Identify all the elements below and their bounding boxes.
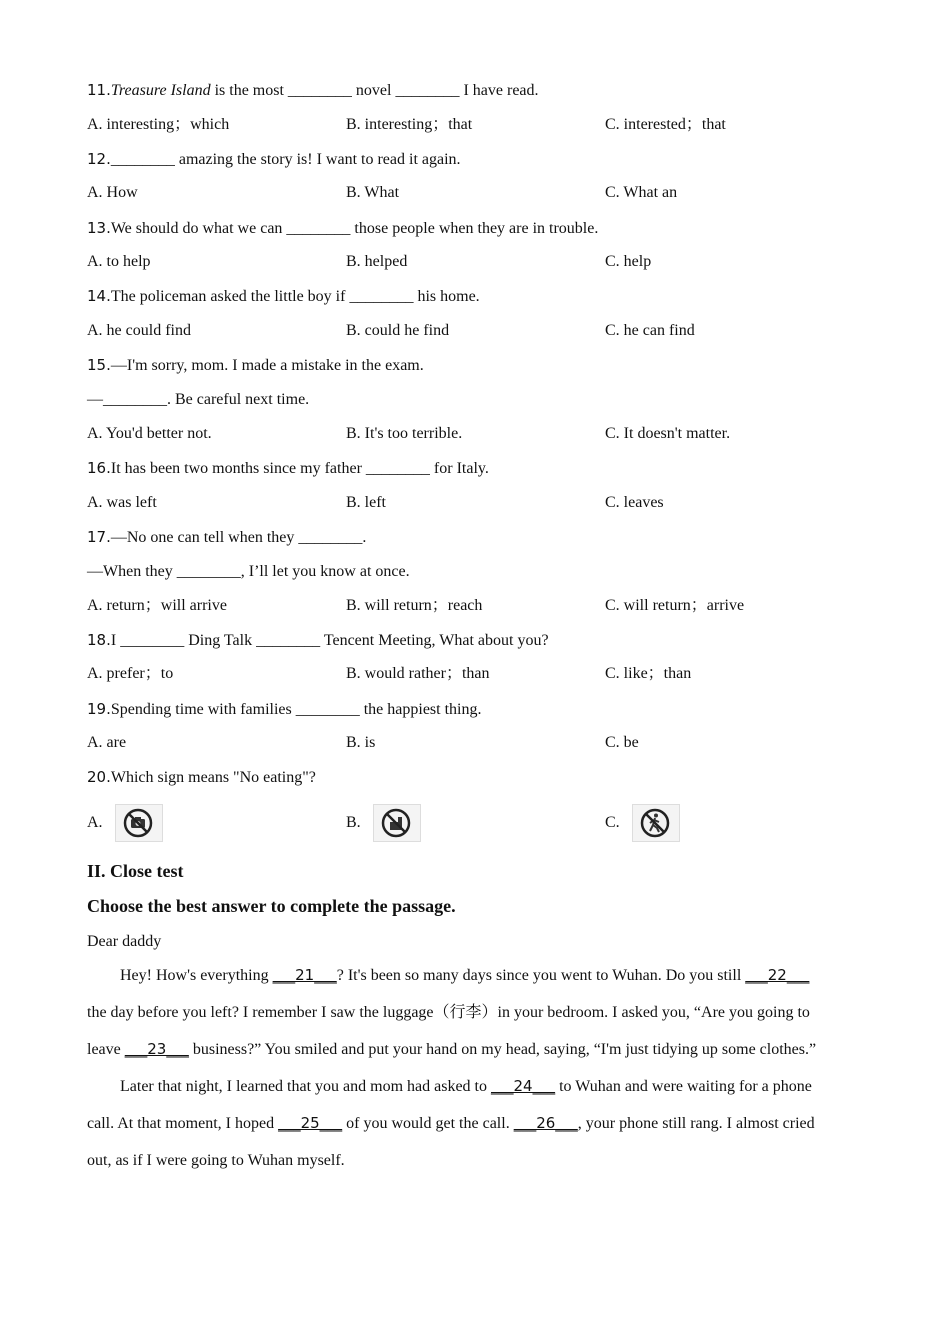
question-number: 16. [87,459,111,477]
option-c[interactable]: C. It doesn't matter. [605,425,731,442]
option-a-label: A. [87,814,103,831]
blank-25[interactable]: ___25___ [278,1114,343,1132]
option-c[interactable]: C. like；than [605,665,692,682]
option-b[interactable]: B. It's too terrible. [346,425,463,442]
option-a[interactable]: A. he could find [87,322,191,339]
blank-23[interactable]: ___23___ [124,1040,189,1058]
option-b[interactable]: B. interesting；that [346,116,473,133]
passage-text: business?” You smiled and put your hand on my head, saying, “I'm just tidying up some clothes.” [188,1041,817,1058]
question-number: 18. [87,631,111,649]
question-number: 11. [87,81,111,99]
blank-26[interactable]: ___26___ [513,1114,578,1132]
option-a[interactable]: A. to help [87,253,151,270]
question-16-stem [87,458,489,479]
question-text: —No one can tell when they ________. [110,529,367,546]
passage-line [87,1031,862,1068]
question-11-options [87,115,867,135]
option-b[interactable]: B. helped [346,253,408,270]
option-b[interactable]: B. would rather；than [346,665,490,682]
question-text: —I'm sorry, mom. I made a mistake in the exam. [110,357,424,374]
option-a[interactable] [87,804,163,842]
option-c[interactable]: C. will return；arrive [605,597,745,614]
passage-line [87,1105,862,1142]
option-c[interactable]: C. be [605,734,639,751]
question-17-options [87,596,867,616]
passage-text: ? It's been so many days since you went to Wuhan. Do you still [336,967,746,984]
option-b[interactable]: B. What [346,184,400,201]
passage [87,957,862,1179]
question-12-options [87,183,867,203]
option-c-label: C. [605,814,620,831]
no-camera-sign-icon [115,804,163,842]
section-instruction: Choose the best answer to complete the passage. [87,896,456,916]
question-14-options [87,321,867,341]
option-b[interactable]: B. could he find [346,322,450,339]
question-16-options [87,493,867,513]
question-15-options [87,424,867,444]
question-number: 19. [87,700,111,718]
question-number: 17. [87,528,111,546]
question-12-stem [87,149,461,170]
option-c[interactable]: C. What an [605,184,678,201]
option-a[interactable]: A. return；will arrive [87,597,227,614]
question-15-response: —________. Be careful next time. [87,391,310,408]
option-b[interactable]: B. will return；reach [346,597,483,614]
question-19-stem [87,699,481,720]
blank-22[interactable]: ___22___ [745,966,810,984]
option-b-label: B. [346,814,361,831]
passage-line: the day before you left? I remember I saw the luggage（行李）in your bedroom. I asked you, “Are you going to [87,1004,810,1021]
blank-24[interactable]: ___24___ [491,1077,556,1095]
option-a[interactable]: A. are [87,734,127,751]
question-13-stem [87,218,598,239]
blank-21[interactable]: ___21___ [272,966,337,984]
option-a[interactable]: A. prefer；to [87,665,174,682]
passage-text: , your phone still rang. I almost cried [577,1115,815,1132]
question-number: 13. [87,219,111,237]
question-text: ________ amazing the story is! I want to read it again. [110,151,461,168]
option-c[interactable] [605,804,680,842]
passage-text: Later that night, I learned that you and mom had asked to [120,1078,491,1095]
question-20-stem [87,767,316,788]
question-number: 15. [87,356,111,374]
question-number: 12. [87,150,111,168]
question-18-options [87,664,867,684]
option-c[interactable]: C. leaves [605,494,664,511]
passage-text: to Wuhan and were waiting for a phone [555,1078,812,1095]
passage-text: call. At that moment, I hoped [87,1115,279,1132]
question-15-stem [87,355,424,376]
question-text: We should do what we can ________ those people when they are in trouble. [110,220,599,237]
question-17-stem [87,527,366,548]
book-title: Treasure Island [110,82,211,99]
option-c[interactable]: C. interested；that [605,116,726,133]
option-a[interactable]: A. You'd better not. [87,425,212,442]
question-14-stem [87,286,480,307]
question-19-options [87,733,867,753]
no-eating-sign-icon [373,804,421,842]
option-b[interactable]: B. left [346,494,386,511]
option-a[interactable]: A. interesting；which [87,116,230,133]
passage-text: of you would get the call. [342,1115,514,1132]
question-11-stem [87,80,539,101]
letter-salutation: Dear daddy [87,933,162,950]
passage-text: leave [87,1041,125,1058]
question-13-options [87,252,867,272]
no-walking-sign-icon [632,804,680,842]
question-20-options [87,804,867,844]
option-c[interactable]: C. he can find [605,322,695,339]
question-number: 14. [87,287,111,305]
passage-line: out, as if I were going to Wuhan myself. [87,1152,345,1169]
passage-line [87,957,862,994]
option-b[interactable] [346,804,421,842]
option-c[interactable]: C. help [605,253,652,270]
question-text: is the most ________ novel ________ I have read. [210,82,539,99]
question-text: Which sign means "No eating"? [110,769,316,786]
section-heading: II. Close test [87,861,184,881]
option-a[interactable]: A. was left [87,494,157,511]
question-number: 20. [87,768,111,786]
question-18-stem [87,630,549,651]
question-text: It has been two months since my father ________ for Italy. [110,460,489,477]
option-a[interactable]: A. How [87,184,138,201]
passage-line [87,1068,862,1105]
passage-text: Hey! How's everything [120,967,273,984]
question-text: Spending time with families ________ the happiest thing. [110,701,482,718]
question-text: I ________ Ding Talk ________ Tencent Meeting, What about you? [110,632,549,649]
question-17-response: —When they ________, I’ll let you know at once. [87,563,410,580]
question-text: The policeman asked the little boy if ________ his home. [110,288,480,305]
option-b[interactable]: B. is [346,734,376,751]
